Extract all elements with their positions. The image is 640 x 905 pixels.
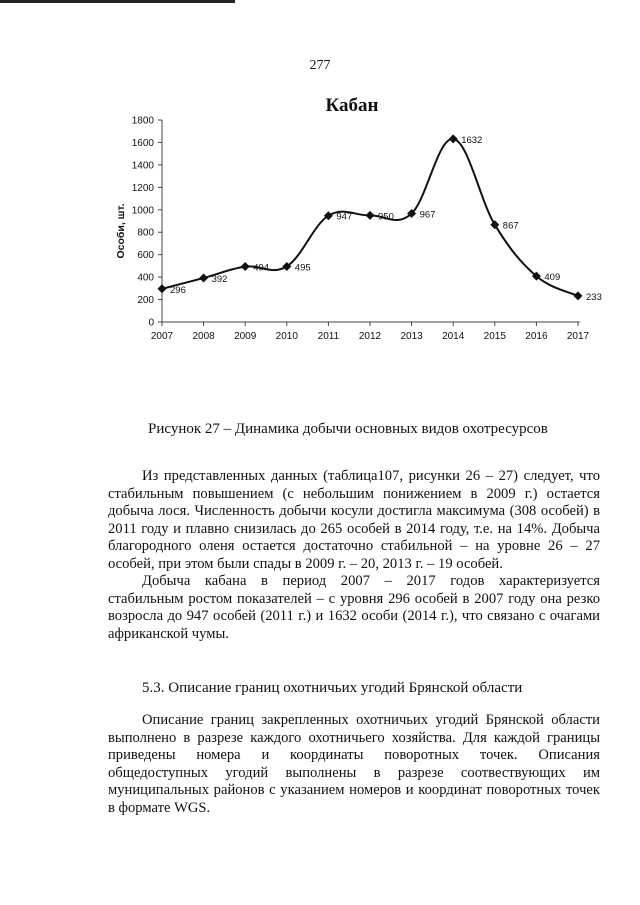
y-tick-label: 0 xyxy=(148,317,154,329)
data-point xyxy=(241,262,250,271)
x-tick-label: 2010 xyxy=(275,331,298,342)
scan-top-rule xyxy=(0,0,235,3)
text-line: стабильным ростом показателей – с уровня 296 особей в 2007 году она резко xyxy=(108,590,600,607)
y-tick-label: 1400 xyxy=(131,160,154,172)
y-tick-label: 1800 xyxy=(131,115,154,127)
text-line: муниципальных районов с указанием номеров и координат поворотных точек xyxy=(108,782,600,798)
paragraph-boundaries xyxy=(108,712,600,817)
section-heading: 5.3. Описание границ охотничьих угодий Брянской области xyxy=(142,680,523,696)
data-label: 392 xyxy=(211,274,228,286)
text-line: Добыча кабана в период 2007 – 2017 годов характеризуется xyxy=(142,573,600,589)
chart-y-axis-label: Особи, шт. xyxy=(115,203,127,259)
page-number: 277 xyxy=(309,58,331,73)
figure-caption: Рисунок 27 – Динамика добычи основных видов охотресурсов xyxy=(148,421,548,437)
text-line: африканской чумы. xyxy=(108,625,229,642)
text-line: благородного оленя остается достаточно стабильной – на уровне 26 – 27 xyxy=(108,538,600,554)
text-line: приведены номера и координаты поворотных точек. Описания xyxy=(108,747,600,763)
text-line: возросла до 947 особей (2011 г.) и 1632 особи (2014 г.), что связано с очагами xyxy=(108,608,600,624)
x-tick-label: 2013 xyxy=(400,331,423,342)
y-tick-label: 1200 xyxy=(131,182,154,194)
data-point xyxy=(158,284,167,293)
x-tick-label: 2015 xyxy=(483,331,506,342)
data-label: 495 xyxy=(294,262,311,274)
text-line: добыча лося. Численность добычи косули достигла максимума (308 особей) в xyxy=(108,503,600,519)
paragraph-boar-harvest xyxy=(108,573,600,643)
data-point xyxy=(366,211,375,220)
x-tick-label: 2012 xyxy=(358,331,382,342)
data-label: 950 xyxy=(378,211,394,223)
text-line: Из представленных данных (таблица107, рисунки 26 – 27) следует, что xyxy=(142,468,600,484)
y-tick-label: 400 xyxy=(137,272,154,284)
text-line: стабильным повышением (с небольшим понижением в 2009 г.) остается xyxy=(108,485,600,502)
text-line: Описание границ закрепленных охотничьих угодий Брянской области xyxy=(142,712,600,728)
data-label: 867 xyxy=(502,220,519,232)
text-line: общедоступных угодий выполнены в разрезе соотвествующих им xyxy=(108,764,600,781)
x-tick-label: 2011 xyxy=(317,331,340,342)
x-tick-label: 2007 xyxy=(150,331,174,342)
data-label: 947 xyxy=(336,211,353,223)
x-tick-label: 2008 xyxy=(192,331,215,342)
data-label: 233 xyxy=(586,291,602,303)
text-line: особей, при этом были спады в 2009 г. – 20, 2013 г. – 19 особей. xyxy=(108,555,503,572)
data-label: 1632 xyxy=(461,134,483,146)
chart-title: Кабан xyxy=(325,95,379,116)
data-label: 409 xyxy=(544,272,561,284)
y-tick-label: 800 xyxy=(137,227,154,239)
y-tick-label: 200 xyxy=(137,295,154,307)
x-tick-label: 2016 xyxy=(525,331,548,342)
data-point xyxy=(199,274,208,283)
data-point xyxy=(449,134,458,143)
x-tick-label: 2014 xyxy=(442,331,465,342)
data-point xyxy=(490,220,499,229)
line-chart xyxy=(0,90,640,355)
data-point xyxy=(574,291,583,300)
text-line: 2011 году и плавно снизилась до 265 особей в 2014 году, т.е. на 14%. Добыча xyxy=(108,520,600,537)
data-label: 296 xyxy=(170,284,186,296)
y-tick-label: 1000 xyxy=(131,205,154,217)
data-label: 967 xyxy=(419,209,436,221)
y-tick-label: 600 xyxy=(137,250,154,262)
x-tick-label: 2009 xyxy=(234,331,257,342)
y-tick-label: 1600 xyxy=(131,137,154,149)
paragraph-harvest-summary xyxy=(108,468,600,573)
text-line: в формате WGS. xyxy=(108,799,211,816)
x-tick-label: 2017 xyxy=(566,331,590,342)
text-line: выполнено в разрезе каждого охотничьего хозяйства. Для каждой границы xyxy=(108,729,600,746)
data-label: 494 xyxy=(253,262,270,274)
